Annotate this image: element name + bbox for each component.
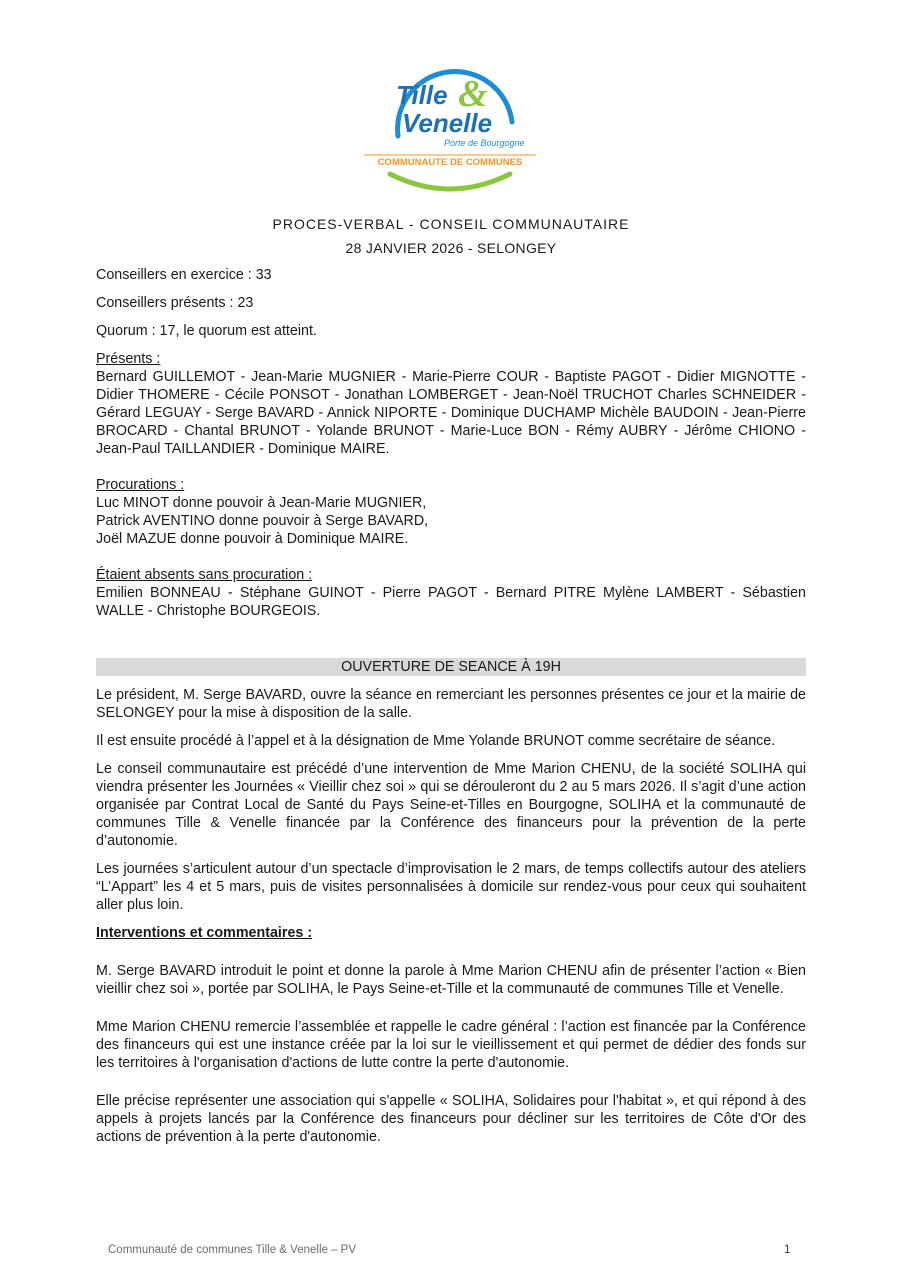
logo-banner: COMMUNAUTE DE COMMUNES [377, 157, 523, 168]
intervention-paragraph: M. Serge BAVARD introduit le point et donne la parole à Mme Marion CHENU afin de présenter l’action « Bien vieillir chez soi », portée par SOLIHA, le Pays Seine-et-Tille et la communauté de communes Tille et Venelle. [96, 963, 806, 997]
logo-tagline: Porte de Bourgogne [444, 138, 525, 148]
paragraph: Il est ensuite procédé à l’appel et à la désignation de Mme Yolande BRUNOT comme secrétaire de séance. [96, 733, 776, 749]
procurations-heading: Procurations : [96, 477, 185, 493]
intervention-paragraph: Mme Marion CHENU remercie l’assemblée et rappelle le cadre général : l’action est financée par la Conférence des financeurs qui est une instance créée par la loi sur le vieillissement et qui permet de dédier des fonds sur les territoires à l'organisation d'actions de lutte contre la perte d'autonomie. [96, 1019, 806, 1071]
procuration-line: Joël MAZUE donne pouvoir à Dominique MAIRE. [96, 531, 409, 547]
absents-list: Emilien BONNEAU - Stéphane GUINOT - Pierre PAGOT - Bernard PITRE Mylène LAMBERT - Sébastien WALLE - Christophe BOURGEOIS. [96, 585, 806, 619]
paragraph: Les journées s’articulent autour d’un spectacle d’improvisation le 2 mars, de temps collectifs autour des ateliers “L’Appart” les 4 et 5 mars, puis de visites personnalisées à domicile sur rendez-vous pour ceux qui souhaitent aller plus loin. [96, 861, 806, 913]
document-date-place: 28 JANVIER 2026 - SELONGEY [345, 240, 557, 256]
logo-green-arc [390, 174, 510, 189]
section-heading: OUVERTURE DE SEANCE À 19H [96, 658, 806, 676]
count-quorum: Quorum : 17, le quorum est atteint. [96, 323, 317, 339]
intervention-paragraph: Elle précise représenter une association qui s'appelle « SOLIHA, Solidaires pour l'habitat », et qui répond à des appels à projets lancés par la Conférence des financeurs pour décliner sur les territoires de Côte d'Or des actions de prévention à la perte d'autonomie. [96, 1093, 806, 1145]
logo-ampersand: & [458, 73, 488, 115]
presents-list: Bernard GUILLEMOT - Jean-Marie MUGNIER - Marie-Pierre COUR - Baptiste PAGOT - Didier MIGNOTTE - Didier THOMERE - Cécile PONSOT - Jonathan LOMBERGET - Jean-Noël TRUCHOT Charles SCHNEIDER - Gérard LEGUAY - Serge BAVARD - Annick NIPORTE - Dominique DUCHAMP Michèle BAUDOIN - Jean-Pierre BROCARD - Chantal BRUNOT - Yolande BRUNOT - Marie-Luce BON - Rémy AUBRY - Jérôme CHIONO - Jean-Paul TAILLANDIER - Dominique MAIRE. [96, 369, 806, 457]
logo-name-line2: Venelle [402, 108, 493, 138]
document-body [96, 266, 806, 1146]
procuration-line: Luc MINOT donne pouvoir à Jean-Marie MUGNIER, [96, 495, 427, 511]
absents-heading: Étaient absents sans procuration : [96, 567, 313, 583]
logo-name-line1: Tille [396, 80, 448, 110]
presents-heading: Présents : [96, 351, 161, 367]
paragraph: Le conseil communautaire est précédé d’une intervention de Mme Marion CHENU, de la société SOLIHA qui viendra présenter les Journées « Vieillir chez soi » qui se dérouleront du 2 au 5 mars 2026. Il s’agit d’une action organisée par Contrat Local de Santé du Pays Seine-et-Tilles en Bourgogne, SOLIHA et la communauté de communes Tille & Venelle financée par la Conférence des financeurs pour la prévention de la perte d’autonomie. [96, 761, 806, 849]
tille-venelle-logo [360, 56, 540, 196]
document-title: PROCES-VERBAL - CONSEIL COMMUNAUTAIRE [272, 216, 630, 232]
procuration-line: Patrick AVENTINO donne pouvoir à Serge BAVARD, [96, 513, 429, 529]
paragraph: Le président, M. Serge BAVARD, ouvre la séance en remerciant les personnes présentes ce jour et la mairie de SELONGEY pour la mise à disposition de la salle. [96, 687, 806, 721]
count-exercice: Conseillers en exercice : 33 [96, 267, 272, 283]
count-presents: Conseillers présents : 23 [96, 295, 254, 311]
page-number: 1 [784, 1244, 791, 1256]
footer-text: Communauté de communes Tille & Venelle – PV [108, 1244, 357, 1256]
interventions-heading: Interventions et commentaires : [96, 925, 313, 941]
